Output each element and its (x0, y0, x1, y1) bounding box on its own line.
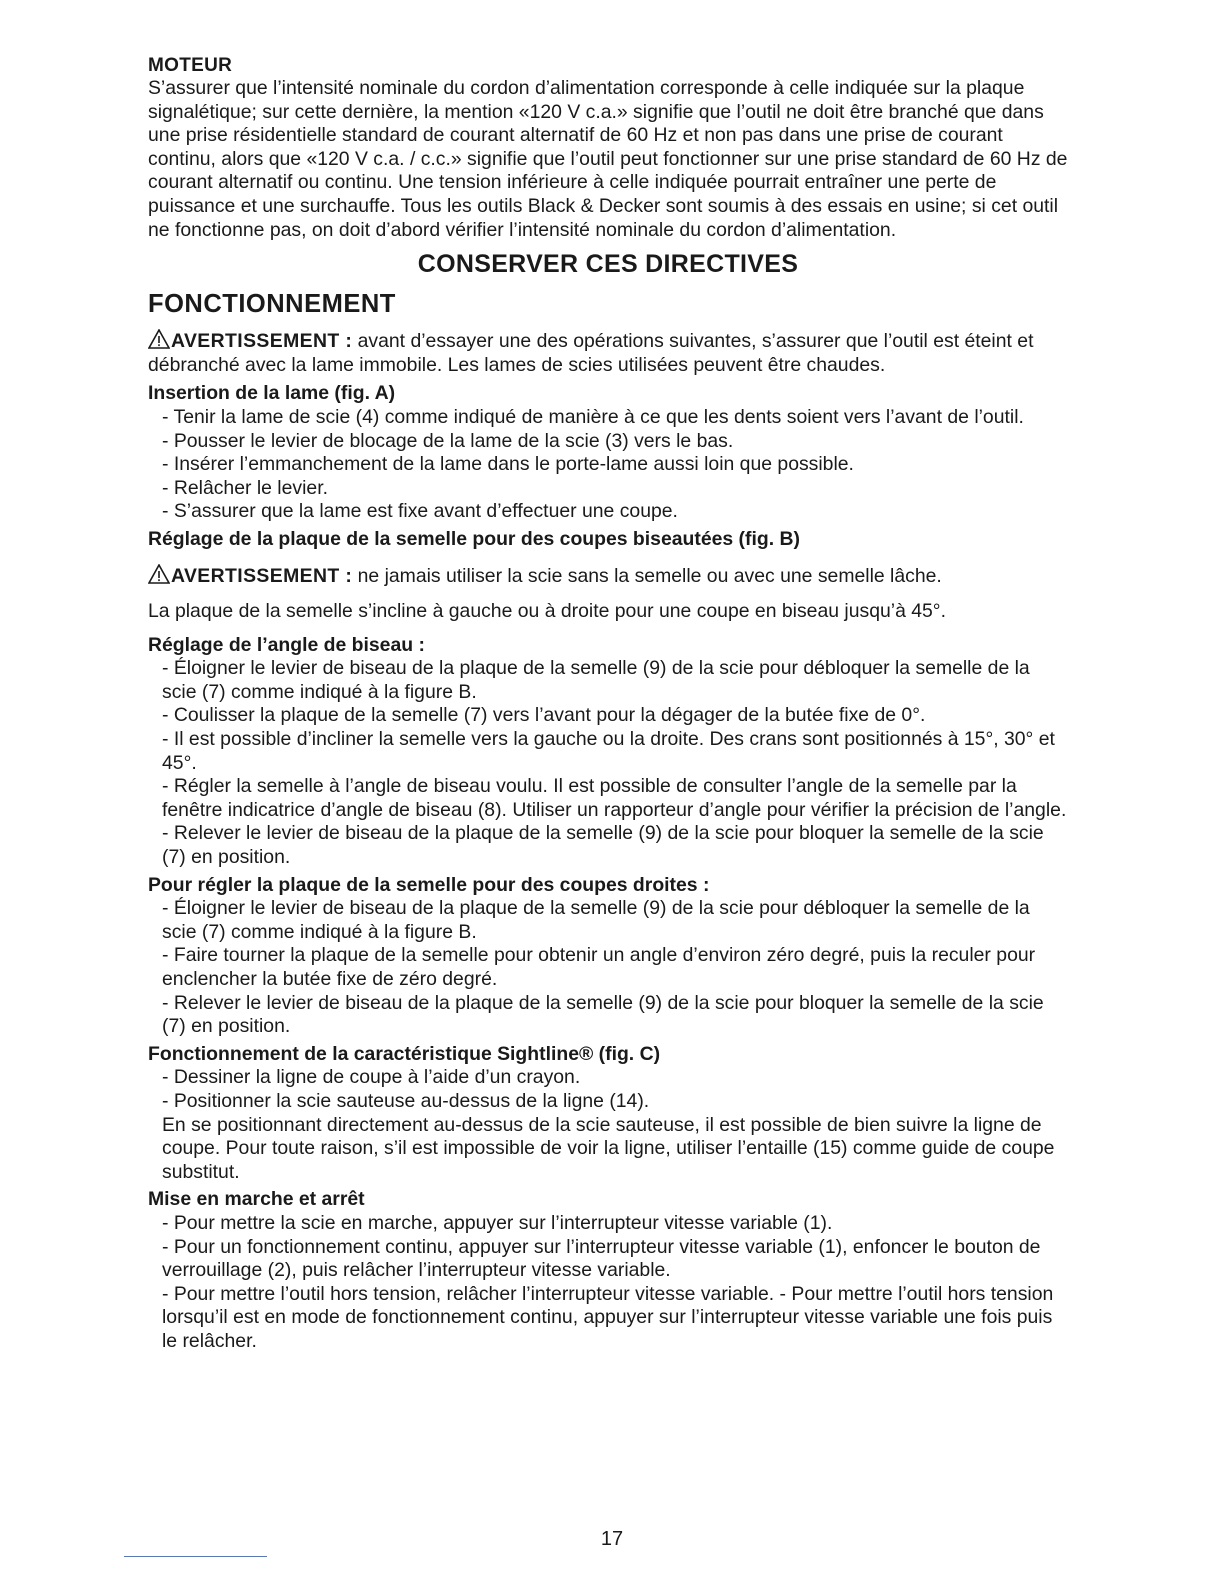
list-item: - Éloigner le levier de biseau de la plaque de la semelle (9) de la scie pour débloquer la semelle de la scie (7) comme indiqué à la figure B. (162, 897, 1030, 943)
plaque-paragraph: La plaque de la semelle s’incline à gauche ou à droite pour une coupe en biseau jusqu’à 45°. (148, 600, 946, 623)
subheading-angle-biseau: Réglage de l’angle de biseau : (148, 633, 425, 656)
list-item: - Pousser le levier de blocage de la lame de la scie (3) vers le bas. (162, 429, 734, 452)
list-item: - Pour mettre l’outil hors tension, relâcher l’interrupteur vitesse variable. - Pour mettre l’outil hors tension lorsqu’il est en mode de fonctionnement continu, appuyer sur l’interrupteur vitesse variable une fois puis le relâcher. (162, 1282, 1054, 1352)
list-item: - S’assurer que la lame est fixe avant d’effectuer une coupe. (162, 500, 678, 523)
page-number: 17 (600, 1528, 624, 1550)
list-item: - Relever le levier de biseau de la plaque de la semelle (9) de la scie pour bloquer la semelle de la scie (7) en position. (162, 822, 1044, 869)
list-item: - Éloigner le levier de biseau de la plaque de la semelle (9) de la scie pour débloquer la semelle de la scie (7) comme indiqué à la figure B. (162, 657, 1030, 703)
heading-fonctionnement: FONCTIONNEMENT (148, 290, 396, 319)
warning-2-text: ne jamais utiliser la scie sans la semelle ou avec une semelle lâche. (352, 564, 942, 587)
warning-1-lead: AVERTISSEMENT : (171, 330, 353, 353)
subheading-insertion: Insertion de la lame (fig. A) (148, 382, 396, 405)
list-item: - Relever le levier de biseau de la plaque de la semelle (9) de la scie pour bloquer la semelle de la scie (7) en position. (162, 991, 1044, 1038)
coupes-droites-list (148, 897, 1068, 1039)
warning-1-text: avant d’essayer une des opérations suivantes, s’assurer que l’outil est éteint et débranché avec la lame immobile. Les lames de scies utilisées peuvent être chaudes. (148, 330, 1034, 376)
heading-conserver: CONSERVER CES DIRECTIVES (417, 250, 799, 279)
list-item: - Il est possible d’incliner la semelle vers la gauche ou la droite. Des crans sont positionnés à 15°, 30° et 45°. (162, 728, 1055, 774)
warning-triangle-icon (148, 564, 170, 584)
list-item: - Positionner la scie sauteuse au-dessus de la ligne (14). (162, 1089, 650, 1112)
list-item: - Coulisser la plaque de la semelle (7) vers l’avant pour la dégager de la butée fixe de 0°. (162, 704, 926, 727)
subheading-marche-arret: Mise en marche et arrêt (148, 1188, 365, 1211)
list-item: - Insérer l’emmanchement de la lame dans le porte-lame aussi loin que possible. (162, 453, 854, 476)
list-item: - Faire tourner la plaque de la semelle pour obtenir un angle d’environ zéro degré, puis la reculer pour enclencher la butée fixe de zéro degré. (162, 944, 1036, 990)
subheading-reglage-plaque: Réglage de la plaque de la semelle pour des coupes biseautées (fig. B) (148, 527, 800, 550)
list-item: - Pour mettre la scie en marche, appuyer sur l’interrupteur vitesse variable (1). (162, 1211, 833, 1234)
moteur-paragraph: S’assurer que l’intensité nominale du cordon d’alimentation corresponde à celle indiquée sur la plaque signalétique; sur cette dernière, la mention «120 V c.a.» signifie que l’outil ne doit être branché que dans une prise résidentielle standard de courant alternatif de 60 Hz et non pas dans une prise de courant continu, alors que «120 V c.a. / c.c.» signifie que l’outil peut fonctionner sur une prise standard de 60 Hz de courant alternatif ou continu. Une tension inférieure à celle indiquée pourrait entraîner une perte de puissance et une surchauffe. Tous les outils Black & Decker sont soumis à des essais en usine; si cet outil ne fonctionne pas, on doit d’abord vérifier l’intensité nominale du cordon d’alimentation. (148, 77, 1068, 241)
marche-list (148, 1212, 1068, 1354)
warning-1 (148, 329, 1068, 377)
angle-biseau-list (148, 657, 1068, 869)
warning-2 (148, 564, 1068, 589)
list-item: - Relâcher le levier. (162, 476, 328, 499)
warning-triangle-icon (148, 329, 170, 349)
subheading-coupes-droites: Pour régler la plaque de la semelle pour des coupes droites : (148, 873, 710, 896)
subheading-sightline: Fonctionnement de la caractéristique Sightline® (fig. C) (148, 1042, 661, 1065)
list-item: - Tenir la lame de scie (4) comme indiqué de manière à ce que les dents soient vers l’avant de l’outil. (162, 405, 1024, 428)
list-item: - Régler la semelle à l’angle de biseau voulu. Il est possible de consulter l’angle de la semelle par la fenêtre indicatrice d’angle de biseau (8). Utiliser un rapporteur d’angle pour vérifier la précision de l’angle. (162, 775, 1067, 821)
sightline-list (148, 1066, 1068, 1113)
warning-2-lead: AVERTISSEMENT : (171, 564, 353, 587)
footer-rule (124, 1556, 267, 1557)
list-item: - Pour un fonctionnement continu, appuyer sur l’interrupteur vitesse variable (1), enfoncer le bouton de verrouillage (2), puis relâcher l’interrupteur vitesse variable. (162, 1235, 1041, 1282)
list-item: - Dessiner la ligne de coupe à l’aide d’un crayon. (162, 1066, 581, 1089)
document-page (148, 54, 1068, 1354)
sightline-paragraph: En se positionnant directement au-dessus de la scie sauteuse, il est possible de bien suivre la ligne de coupe. Pour toute raison, s’il est impossible de voir la ligne, utiliser l’entaille (15) comme guide de coupe substitut. (162, 1113, 1055, 1183)
insertion-list (148, 406, 1068, 524)
section-title-moteur: MOTEUR (148, 55, 233, 76)
